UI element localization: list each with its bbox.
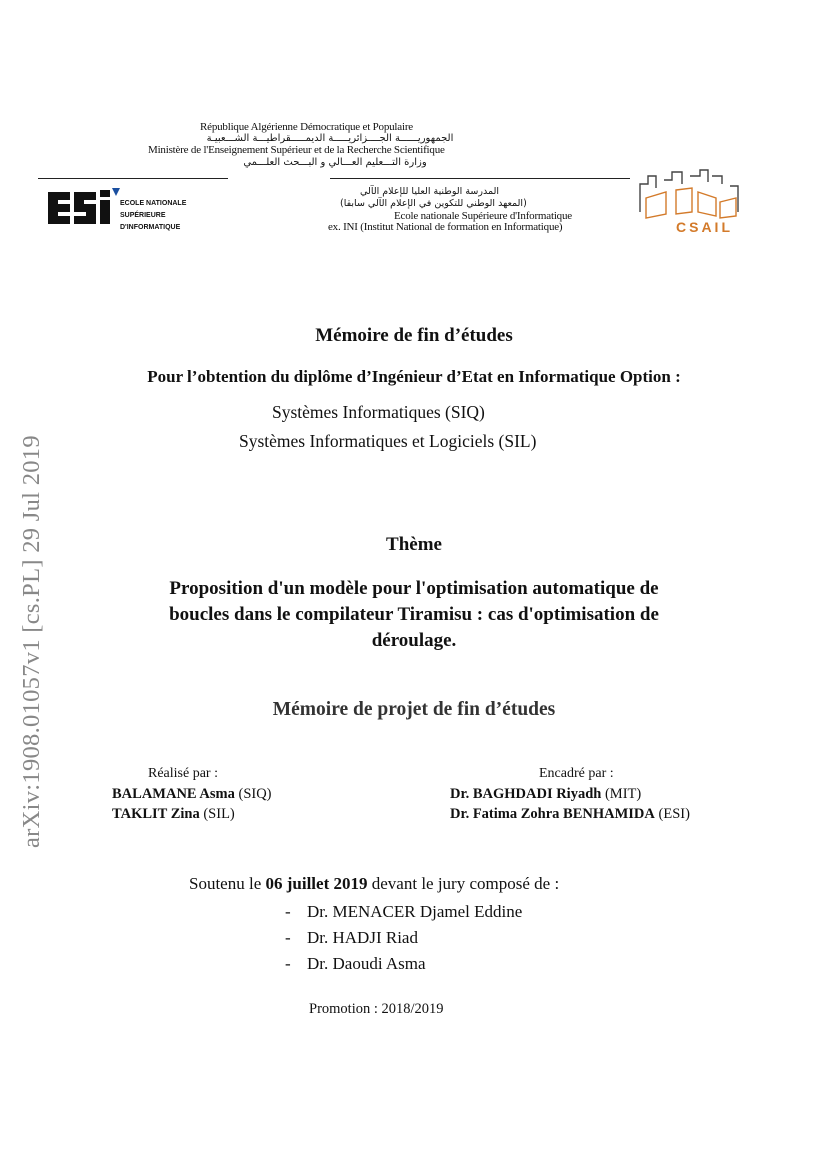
header-rule-left (38, 178, 228, 179)
defense-line (189, 874, 559, 894)
jury-item: - Dr. HADJI Riad (285, 928, 418, 947)
author-tag: (SIQ) (234, 786, 272, 802)
school-fr: Ecole nationale Supérieure d'Informatique (394, 210, 572, 222)
option-siq: Systèmes Informatiques (SIQ) (272, 402, 485, 422)
school-ar-1: المدرسة الوطنية العليا للإعلام الآلي (360, 186, 499, 197)
jury-member: Dr. MENACER Djamel Eddine (307, 902, 523, 921)
supervisor-row (450, 786, 641, 803)
jury-item: - Dr. Daoudi Asma (285, 954, 426, 973)
defense-prefix: Soutenu le (189, 874, 266, 893)
republic-ar: الجمهوريــــــة الجــــزائريـــــة الديمـــــقراطيـــة الشـــعبيـة (206, 133, 454, 144)
school-ex: ex. INI (Institut National de formation en Informatique) (328, 221, 563, 233)
authors-label: Réalisé par : (148, 766, 218, 781)
defense-suffix: devant le jury composé de : (367, 874, 560, 893)
ministry-ar: وزارة التـــعليم العـــالي و البـــحث العلـــمي (243, 157, 427, 168)
republic-fr: République Algérienne Démocratique et Populaire (200, 121, 413, 133)
jury-list (285, 899, 522, 977)
memoire-title: Mémoire de fin d’études (315, 325, 513, 346)
arxiv-stamp: arXiv:1908.01057v1 [cs.PL] 29 Jul 2019 (18, 435, 45, 848)
theme-line: Proposition d'un modèle pour l'optimisation automatique de (169, 578, 659, 599)
promotion: Promotion : 2018/2019 (309, 1001, 444, 1017)
theme-line: déroulage. (371, 630, 457, 651)
esi-line: SUPÉRIEURE (120, 212, 166, 219)
csail-text: CSAIL (676, 219, 733, 235)
jury-item: - Dr. MENACER Djamel Eddine (285, 902, 523, 921)
author-name: BALAMANE Asma (112, 786, 235, 802)
option-sil: Systèmes Informatiques et Logiciels (SIL) (239, 431, 537, 451)
author-row (112, 806, 235, 823)
theme-title (0, 576, 828, 654)
author-name: TAKLIT Zina (112, 806, 200, 822)
esi-line: ECOLE NATIONALE (120, 200, 187, 207)
esi-logo (44, 186, 122, 228)
theme-label: Thème (386, 534, 442, 555)
supervisors-label: Encadré par : (539, 766, 614, 781)
author-tag: (SIL) (199, 806, 235, 822)
defense-date: 06 juillet 2019 (265, 874, 368, 893)
header-rule-right (330, 178, 630, 179)
ministry-fr: Ministère de l'Enseignement Supérieur et de la Recherche Scientifique (148, 144, 445, 156)
supervisor-name: Dr. BAGHDADI Riyadh (450, 786, 602, 802)
supervisor-tag: (ESI) (654, 806, 690, 822)
supervisor-name: Dr. Fatima Zohra BENHAMIDA (450, 806, 655, 822)
school-ar-2: (المعهد الوطني للتكوين في الإعلام الآلي سابقا) (340, 198, 527, 209)
supervisor-tag: (MIT) (601, 786, 642, 802)
supervisor-row (450, 806, 690, 823)
theme-line: boucles dans le compilateur Tiramisu : cas d'optimisation de (169, 604, 659, 625)
obtention-line: Pour l’obtention du diplôme d’Ingénieur d’Etat en Informatique Option : (147, 367, 681, 386)
jury-member: Dr. Daoudi Asma (307, 954, 426, 973)
projet-title: Mémoire de projet de fin d’études (272, 699, 556, 720)
esi-line: D'INFORMATIQUE (120, 224, 181, 231)
author-row (112, 786, 272, 803)
jury-member: Dr. HADJI Riad (307, 928, 418, 947)
esi-label (120, 198, 186, 234)
